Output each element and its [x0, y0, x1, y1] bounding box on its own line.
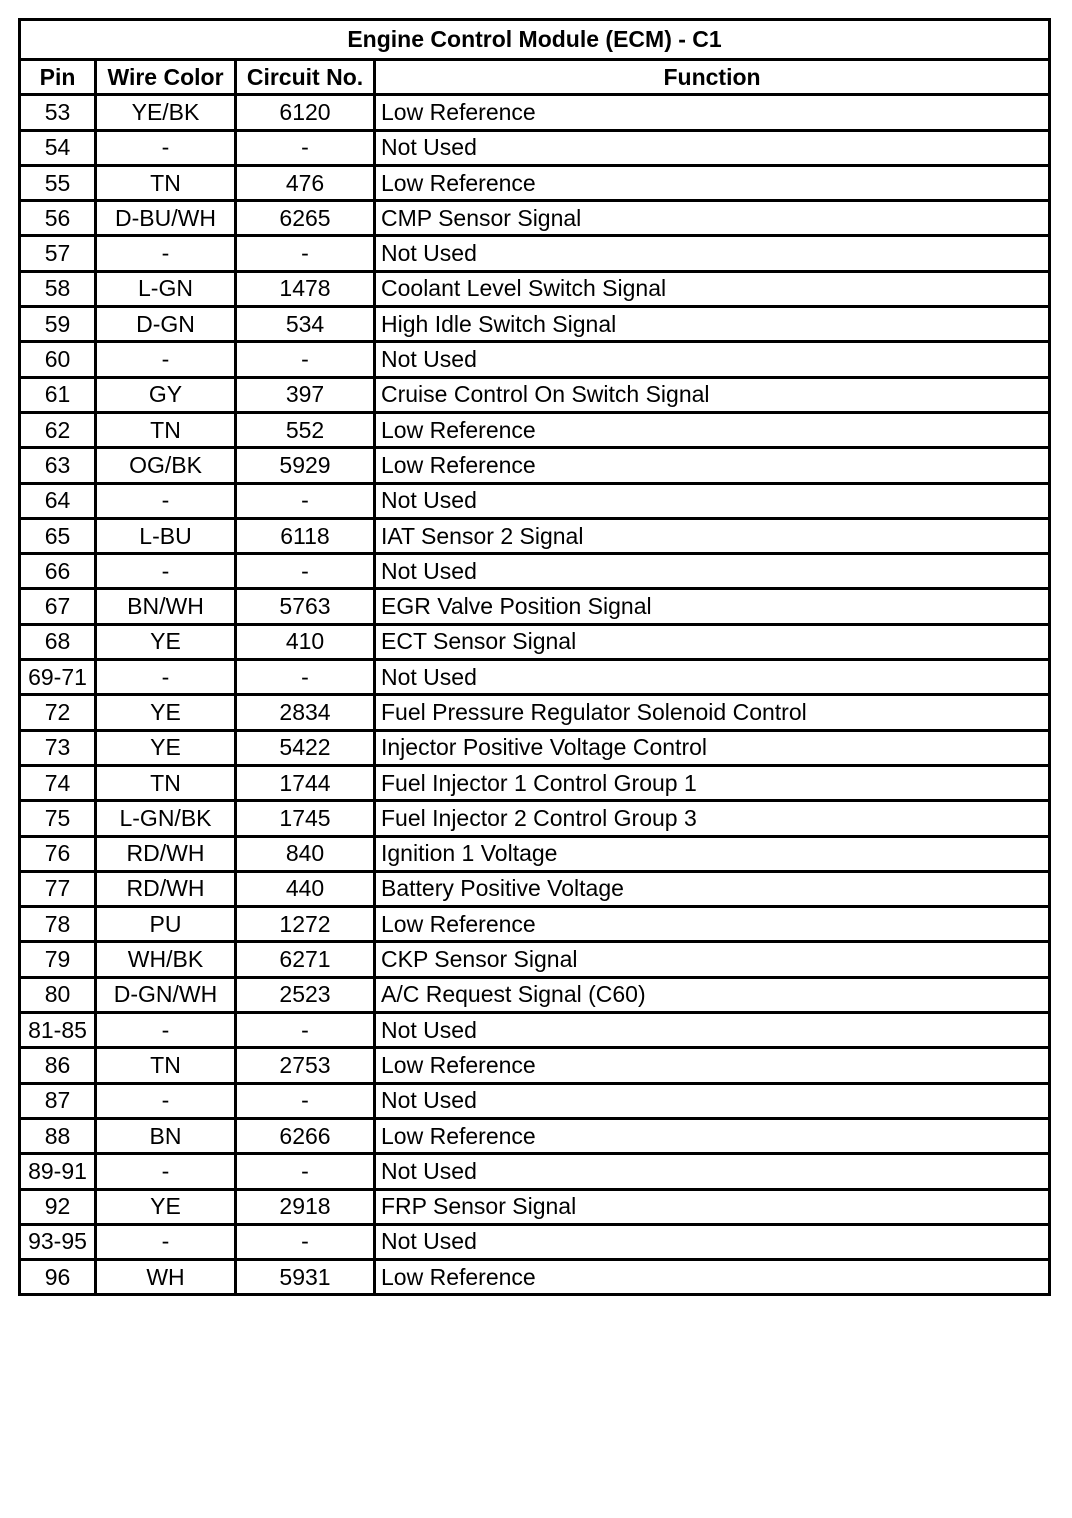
pin-cell: 62 — [20, 412, 96, 447]
pin-cell: 76 — [20, 836, 96, 871]
function-cell: Not Used — [375, 554, 1050, 589]
table-title: Engine Control Module (ECM) - C1 — [20, 20, 1050, 60]
wire-color-cell: YE/BK — [96, 95, 236, 130]
pin-cell: 64 — [20, 483, 96, 518]
table-row — [20, 1154, 1050, 1189]
circuit-number-cell: 476 — [236, 165, 375, 200]
circuit-number-cell: 6120 — [236, 95, 375, 130]
pin-cell: 74 — [20, 765, 96, 800]
table-row — [20, 1189, 1050, 1224]
circuit-number-cell: - — [236, 554, 375, 589]
wire-color-cell: - — [96, 1083, 236, 1118]
function-cell: Not Used — [375, 1083, 1050, 1118]
circuit-number-cell: - — [236, 342, 375, 377]
pin-cell: 57 — [20, 236, 96, 271]
circuit-number-cell: 840 — [236, 836, 375, 871]
wire-color-cell: WH/BK — [96, 942, 236, 977]
pin-cell: 96 — [20, 1260, 96, 1295]
circuit-number-cell: 1272 — [236, 907, 375, 942]
pin-cell: 66 — [20, 554, 96, 589]
function-cell: Not Used — [375, 342, 1050, 377]
wire-color-cell: - — [96, 342, 236, 377]
function-cell: EGR Valve Position Signal — [375, 589, 1050, 624]
circuit-number-cell: 6271 — [236, 942, 375, 977]
table-row — [20, 165, 1050, 200]
table-row — [20, 1083, 1050, 1118]
pin-cell: 73 — [20, 730, 96, 765]
wire-color-cell: YE — [96, 695, 236, 730]
function-cell: Low Reference — [375, 95, 1050, 130]
table-row — [20, 448, 1050, 483]
header-circuit-number: Circuit No. — [236, 60, 375, 95]
circuit-number-cell: 552 — [236, 412, 375, 447]
table-row — [20, 412, 1050, 447]
table-row — [20, 942, 1050, 977]
circuit-number-cell: 5929 — [236, 448, 375, 483]
wire-color-cell: BN — [96, 1118, 236, 1153]
circuit-number-cell: 2753 — [236, 1048, 375, 1083]
table-row — [20, 977, 1050, 1012]
wire-color-cell: TN — [96, 412, 236, 447]
pin-cell: 68 — [20, 624, 96, 659]
table-row — [20, 271, 1050, 306]
table-row — [20, 695, 1050, 730]
circuit-number-cell: - — [236, 1013, 375, 1048]
function-cell: Ignition 1 Voltage — [375, 836, 1050, 871]
wire-color-cell: - — [96, 483, 236, 518]
wire-color-cell: - — [96, 1224, 236, 1259]
function-cell: Low Reference — [375, 412, 1050, 447]
title-row — [20, 20, 1050, 60]
function-cell: ECT Sensor Signal — [375, 624, 1050, 659]
pin-cell: 89-91 — [20, 1154, 96, 1189]
table-row — [20, 518, 1050, 553]
pin-cell: 69-71 — [20, 660, 96, 695]
pin-cell: 53 — [20, 95, 96, 130]
table-row — [20, 307, 1050, 342]
function-cell: FRP Sensor Signal — [375, 1189, 1050, 1224]
pin-cell: 81-85 — [20, 1013, 96, 1048]
pin-cell: 59 — [20, 307, 96, 342]
wire-color-cell: OG/BK — [96, 448, 236, 483]
wire-color-cell: L-GN — [96, 271, 236, 306]
table-row — [20, 377, 1050, 412]
pin-cell: 72 — [20, 695, 96, 730]
pin-cell: 87 — [20, 1083, 96, 1118]
header-row — [20, 60, 1050, 95]
table-row — [20, 1260, 1050, 1295]
header-wire-color: Wire Color — [96, 60, 236, 95]
table-row — [20, 1048, 1050, 1083]
pin-cell: 79 — [20, 942, 96, 977]
table-row — [20, 342, 1050, 377]
circuit-number-cell: 410 — [236, 624, 375, 659]
wire-color-cell: - — [96, 1013, 236, 1048]
function-cell: Low Reference — [375, 1048, 1050, 1083]
function-cell: Fuel Injector 1 Control Group 1 — [375, 765, 1050, 800]
circuit-number-cell: 1478 — [236, 271, 375, 306]
circuit-number-cell: 440 — [236, 871, 375, 906]
wire-color-cell: YE — [96, 624, 236, 659]
pin-cell: 86 — [20, 1048, 96, 1083]
function-cell: Injector Positive Voltage Control — [375, 730, 1050, 765]
pin-cell: 61 — [20, 377, 96, 412]
header-pin: Pin — [20, 60, 96, 95]
function-cell: Low Reference — [375, 448, 1050, 483]
table-row — [20, 201, 1050, 236]
function-cell: A/C Request Signal (C60) — [375, 977, 1050, 1012]
pin-cell: 92 — [20, 1189, 96, 1224]
table-row — [20, 1013, 1050, 1048]
table-row — [20, 801, 1050, 836]
circuit-number-cell: 6266 — [236, 1118, 375, 1153]
circuit-number-cell: - — [236, 236, 375, 271]
table-row — [20, 730, 1050, 765]
function-cell: IAT Sensor 2 Signal — [375, 518, 1050, 553]
wire-color-cell: TN — [96, 1048, 236, 1083]
table-row — [20, 130, 1050, 165]
wire-color-cell: WH — [96, 1260, 236, 1295]
pin-cell: 78 — [20, 907, 96, 942]
wire-color-cell: GY — [96, 377, 236, 412]
table-row — [20, 624, 1050, 659]
function-cell: Not Used — [375, 236, 1050, 271]
function-cell: Not Used — [375, 1224, 1050, 1259]
pin-cell: 56 — [20, 201, 96, 236]
table-row — [20, 660, 1050, 695]
wire-color-cell: RD/WH — [96, 871, 236, 906]
table-row — [20, 907, 1050, 942]
wire-color-cell: - — [96, 554, 236, 589]
pin-cell: 93-95 — [20, 1224, 96, 1259]
pin-cell: 77 — [20, 871, 96, 906]
table-row — [20, 765, 1050, 800]
table-row — [20, 95, 1050, 130]
table-row — [20, 871, 1050, 906]
wire-color-cell: TN — [96, 765, 236, 800]
wire-color-cell: - — [96, 130, 236, 165]
function-cell: CKP Sensor Signal — [375, 942, 1050, 977]
table-row — [20, 236, 1050, 271]
table-row — [20, 483, 1050, 518]
wire-color-cell: BN/WH — [96, 589, 236, 624]
circuit-number-cell: 5763 — [236, 589, 375, 624]
wire-color-cell: YE — [96, 730, 236, 765]
wire-color-cell: D-GN/WH — [96, 977, 236, 1012]
function-cell: Low Reference — [375, 165, 1050, 200]
wire-color-cell: L-BU — [96, 518, 236, 553]
pin-cell: 80 — [20, 977, 96, 1012]
table-row — [20, 589, 1050, 624]
circuit-number-cell: 5422 — [236, 730, 375, 765]
circuit-number-cell: 6265 — [236, 201, 375, 236]
circuit-number-cell: - — [236, 1083, 375, 1118]
table-row — [20, 1224, 1050, 1259]
table-row — [20, 554, 1050, 589]
function-cell: High Idle Switch Signal — [375, 307, 1050, 342]
wire-color-cell: PU — [96, 907, 236, 942]
circuit-number-cell: 1745 — [236, 801, 375, 836]
function-cell: CMP Sensor Signal — [375, 201, 1050, 236]
pin-cell: 65 — [20, 518, 96, 553]
table-row — [20, 836, 1050, 871]
function-cell: Not Used — [375, 483, 1050, 518]
pin-cell: 55 — [20, 165, 96, 200]
function-cell: Not Used — [375, 1013, 1050, 1048]
circuit-number-cell: 1744 — [236, 765, 375, 800]
function-cell: Coolant Level Switch Signal — [375, 271, 1050, 306]
circuit-number-cell: 534 — [236, 307, 375, 342]
ecm-connector-table — [18, 18, 1051, 1296]
pin-cell: 58 — [20, 271, 96, 306]
function-cell: Not Used — [375, 660, 1050, 695]
wire-color-cell: - — [96, 1154, 236, 1189]
circuit-number-cell: 2834 — [236, 695, 375, 730]
function-cell: Low Reference — [375, 907, 1050, 942]
wire-color-cell: - — [96, 660, 236, 695]
function-cell: Fuel Injector 2 Control Group 3 — [375, 801, 1050, 836]
function-cell: Cruise Control On Switch Signal — [375, 377, 1050, 412]
wire-color-cell: D-BU/WH — [96, 201, 236, 236]
wire-color-cell: YE — [96, 1189, 236, 1224]
circuit-number-cell: - — [236, 1154, 375, 1189]
function-cell: Not Used — [375, 1154, 1050, 1189]
circuit-number-cell: 2523 — [236, 977, 375, 1012]
function-cell: Low Reference — [375, 1118, 1050, 1153]
circuit-number-cell: 2918 — [236, 1189, 375, 1224]
pin-cell: 60 — [20, 342, 96, 377]
circuit-number-cell: 397 — [236, 377, 375, 412]
circuit-number-cell: - — [236, 483, 375, 518]
wire-color-cell: L-GN/BK — [96, 801, 236, 836]
pin-cell: 54 — [20, 130, 96, 165]
pin-rows — [20, 95, 1050, 1295]
circuit-number-cell: - — [236, 660, 375, 695]
circuit-number-cell: - — [236, 1224, 375, 1259]
function-cell: Battery Positive Voltage — [375, 871, 1050, 906]
pin-cell: 63 — [20, 448, 96, 483]
circuit-number-cell: 6118 — [236, 518, 375, 553]
circuit-number-cell: - — [236, 130, 375, 165]
pin-cell: 88 — [20, 1118, 96, 1153]
table-row — [20, 1118, 1050, 1153]
circuit-number-cell: 5931 — [236, 1260, 375, 1295]
function-cell: Not Used — [375, 130, 1050, 165]
pin-cell: 67 — [20, 589, 96, 624]
wire-color-cell: RD/WH — [96, 836, 236, 871]
wire-color-cell: D-GN — [96, 307, 236, 342]
wire-color-cell: TN — [96, 165, 236, 200]
function-cell: Fuel Pressure Regulator Solenoid Control — [375, 695, 1050, 730]
wire-color-cell: - — [96, 236, 236, 271]
pin-cell: 75 — [20, 801, 96, 836]
function-cell: Low Reference — [375, 1260, 1050, 1295]
header-function: Function — [375, 60, 1050, 95]
